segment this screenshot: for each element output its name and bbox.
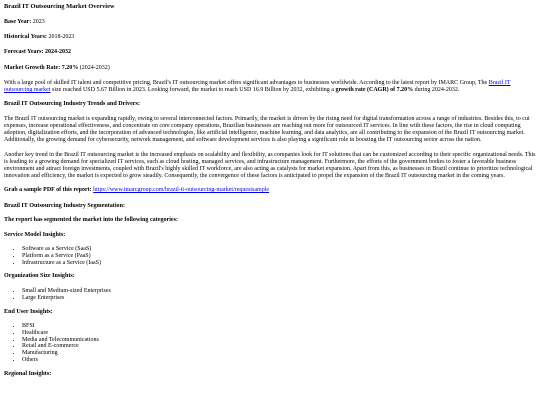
trends-paragraph-1: The Brazil IT outsourcing market is expanding rapidly, owing to several interconnected factors. Primarily, the market is driven by the rising need for digital transformation across a range of industries. Besides this, to cut expenses, increase operational effectiveness, and concentrate on core company operations, Brazilian businesses are reaching out more for outsourced IT services. In line with these factors, the rise in cloud computing adoption, digitalization efforts, and the incorporation of advanced technologies, like artificial intelligence, machine learning, and data analytics, are all contributing to the expansion of the Brazil IT outsourcing market. Additionally, the growing demand for cybersecurity, network management, and software development services is also playing a significant role in boosting the IT outsourcing sector across the nation. [4, 115, 530, 144]
page-title: Brazil IT Outsourcing Market Overview [4, 3, 115, 10]
service-model-heading: Service Model Insights: [4, 231, 66, 238]
list-item: • Platform as a Service (PaaS) [22, 253, 536, 260]
regional-heading: Regional Insights: [4, 370, 52, 377]
service-model-list [4, 246, 536, 266]
market-growth-rate: Market Growth Rate: 7.20% (2024-2032) [4, 64, 110, 71]
list-item: • Infrastructure as a Service (IaaS) [22, 260, 536, 267]
list-item: • Others [22, 357, 536, 364]
segmentation-intro: The report has segmented the market into the following categories: [4, 217, 179, 224]
organization-size-heading: Organization Size Insights: [4, 273, 75, 280]
list-item: • Large Enterprises [22, 295, 536, 302]
sample-pdf-line: Grab a sample PDF of this report: https://www.imarcgroup.com/brazil-it-outsourcing-market/requestsample [4, 187, 270, 194]
forecast-years: Forecast Years: 2024-2032 [4, 49, 71, 56]
list-item: • Retail and E-commerce [22, 343, 536, 350]
end-user-heading: End User Insights: [4, 308, 53, 315]
end-user-list [4, 323, 536, 364]
list-item: • Manufacturing [22, 350, 536, 357]
list-item: • Small and Medium-sized Enterprises [22, 288, 536, 295]
trends-heading: Brazil IT Outsourcing Industry Trends and Drivers: [4, 101, 140, 108]
base-year: Base Year: 2023 [4, 19, 45, 25]
list-item: • Healthcare [22, 330, 536, 337]
list-item: • BFSI [22, 323, 536, 330]
historical-years: Historical Years: 2018-2023 [4, 34, 75, 41]
trends-paragraph-2: Another key trend in the Brazil IT outsourcing market is the increased emphasis on scalability and flexibility, as companies look for IT solutions that can be customized according to their specific organizational needs. This is leading to a growing demand for specialized IT services, such as cloud hosting, managed services, and infrastructure management. Furthermore, the efforts of the government bodies to foster a favorable business environment and attract foreign investments, coupled with Brazil's highly skilled IT workforce, are also acting as catalysts for market expansion. Apart from this, as businesses in Brazil continue to prioritize technological innovation and efficiency, the market is expected to grow steadily. Consequently, the convergence of these factors is anticipated to propel the expansion of the Brazil IT outsourcing market in the coming years. [4, 151, 536, 180]
market-report-link[interactable]: Brazil IT outsourcing market [4, 79, 511, 94]
intro-paragraph: With a large pool of skilled IT talent and competitive pricing, Brazil's IT outsourcing market offers significant advantages to businesses worldwide. According to the latest report by IMARC Group, The Brazil IT outsourcing market size reached USD 5.67 Billion in 2023. Looking forward, the market to reach USD 16.9 Billion by 2032, exhibiting a growth rate (CAGR) of 7.20% during 2024-2032. [4, 79, 511, 94]
organization-size-list [4, 288, 536, 302]
segmentation-heading: Brazil IT Outsourcing Industry Segmentation: [4, 202, 125, 209]
list-item: • Software as a Service (SaaS) [22, 246, 536, 253]
list-item: • Media and Telecommunications [22, 337, 536, 344]
sample-pdf-link[interactable]: https://www.imarcgroup.com/brazil-it-outsourcing-market/requestsample [93, 187, 270, 194]
